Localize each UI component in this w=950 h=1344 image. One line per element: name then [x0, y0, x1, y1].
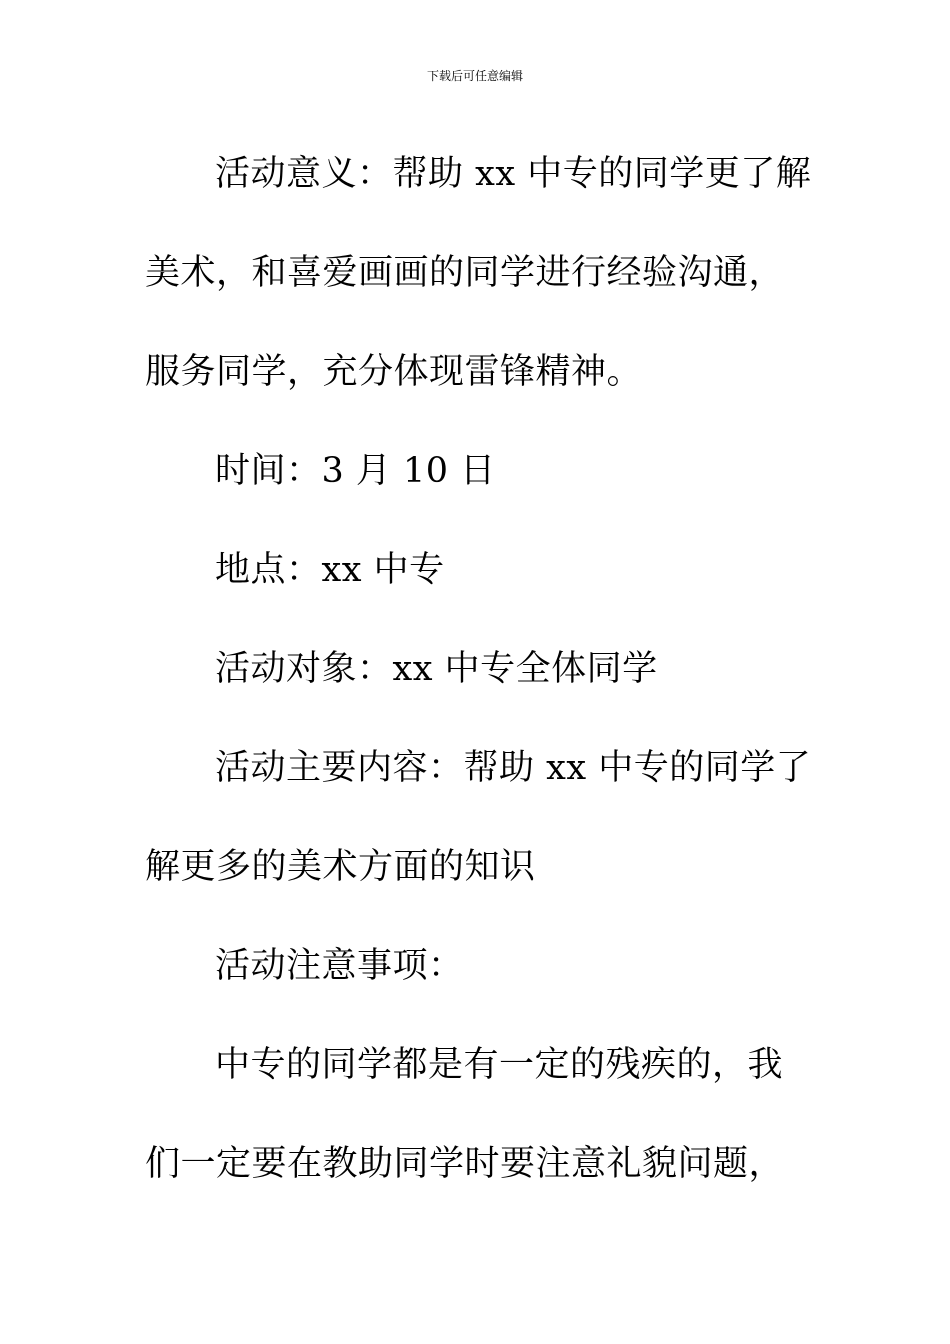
paragraph-line: 时间：3 月 10 日	[215, 451, 496, 491]
paragraph-line: 活动主要内容：帮助 xx 中专的同学了	[215, 748, 812, 788]
paragraph-line: 解更多的美术方面的知识	[145, 847, 536, 887]
paragraph-line: 中专的同学都是有一定的残疾的，我	[215, 1045, 784, 1085]
paragraph-line: 活动注意事项：	[215, 946, 464, 986]
paragraph-line: 美术，和喜爱画画的同学进行经验沟通，	[145, 253, 785, 293]
paragraph-line: 地点：xx 中专	[215, 550, 445, 590]
document-body	[145, 125, 812, 1214]
paragraph-line: 服务同学，充分体现雷锋精神。	[145, 352, 643, 392]
paragraph-line: 活动意义：帮助 xx 中专的同学更了解	[215, 154, 812, 194]
page-header-note: 下载后可任意编辑	[426, 69, 523, 83]
paragraph-line: 活动对象：xx 中专全体同学	[215, 649, 658, 689]
paragraph-line: 们一定要在教助同学时要注意礼貌问题，	[145, 1144, 785, 1184]
